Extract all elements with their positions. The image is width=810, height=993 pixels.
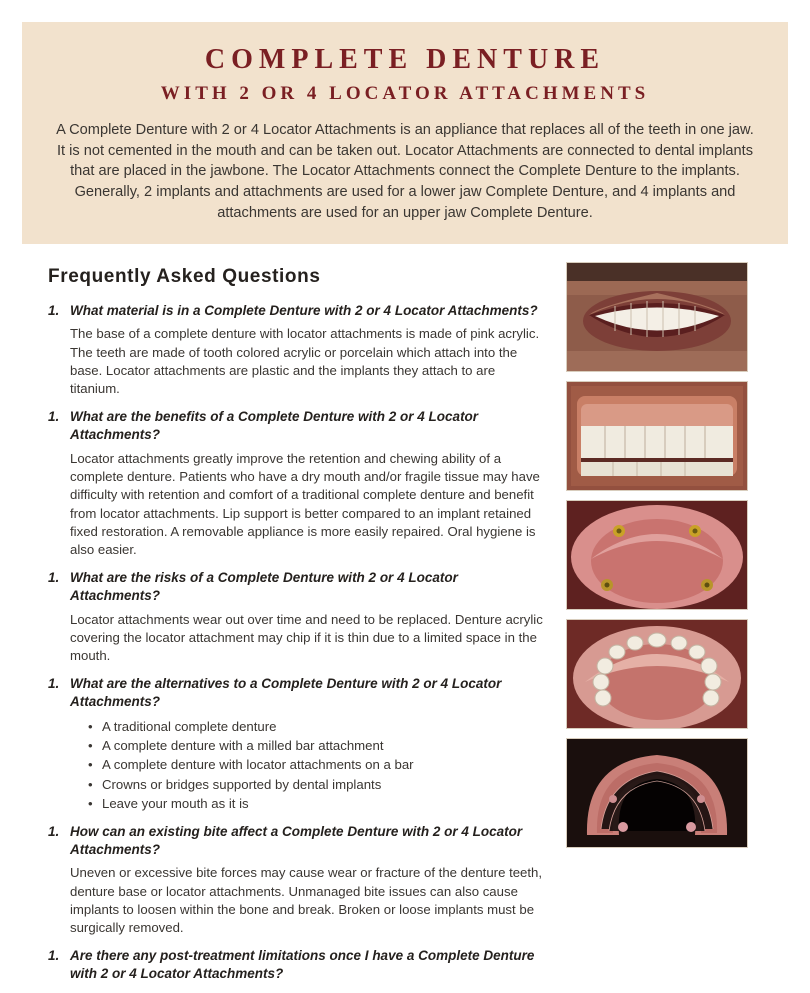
list-item: • A complete denture with locator attachments on a bar <box>70 755 548 774</box>
faq-number: 1. <box>48 570 60 586</box>
intro-paragraph: A Complete Denture with 2 or 4 Locator Attachments is an appliance that replaces all of the teeth in one jaw. It is not cemented in the mouth and can be taken out. Locator Attachments are connected to dental implants that are placed in the jawbone. The Locator Attachments connect the Complete Denture to the implants. Generally, 2 implants and attachments are used for a lower jaw Complete Denture, and 4 implants and attachments are used for an upper jaw Complete Denture. <box>56 121 754 221</box>
faq-number: 1. <box>48 302 60 318</box>
photo-denture-underside <box>566 738 748 848</box>
faq-question-row <box>48 823 548 859</box>
faq-question-row <box>48 947 548 983</box>
faq-answer: Uneven or excessive bite forces may cause wear or fracture of the denture teeth, denture base or locator attachments. Unmanaged bite issues can also cause implants to loosen within the bone and break. Broken or loose implants must be surgically removed. <box>70 865 543 936</box>
faq-question: What are the benefits of a Complete Denture with 2 or 4 Locator Attachments? <box>70 409 479 443</box>
list-item: • Leave your mouth as it is <box>70 794 548 813</box>
faq-number: 1. <box>48 676 60 692</box>
faq-question: What are the alternatives to a Complete Denture with 2 or 4 Locator Attachments? <box>70 676 502 710</box>
page-subtitle: WITH 2 OR 4 LOCATOR ATTACHMENTS <box>160 83 650 105</box>
page-title: COMPLETE DENTURE <box>204 44 606 75</box>
faq-item <box>48 675 548 812</box>
faq-item <box>48 947 548 983</box>
document-page <box>22 22 788 982</box>
list-item: • A complete denture with a milled bar attachment <box>70 736 548 755</box>
faq-item <box>48 408 548 559</box>
faq-question: How can an existing bite affect a Complete Denture with 2 or 4 Locator Attachments? <box>70 823 523 857</box>
faq-column <box>48 262 548 993</box>
faq-question-row <box>48 675 548 711</box>
faq-question: Are there any post-treatment limitations once I have a Complete Denture with 2 or 4 Locator Attachments? <box>70 948 535 982</box>
photo-denture-intaglio <box>566 619 748 729</box>
faq-answer: The base of a complete denture with locator attachments is made of pink acrylic. The teeth are made of tooth colored acrylic or porcelain which attach into the base. Locator attachments are plastic and the implants they attach to are titanium. <box>70 326 540 397</box>
header-band <box>22 22 788 244</box>
faq-question: What are the risks of a Complete Denture with 2 or 4 Locator Attachments? <box>70 570 458 604</box>
list-item: • Crowns or bridges supported by dental implants <box>70 775 548 794</box>
faq-answer-list <box>70 717 548 813</box>
faq-question-row <box>48 569 548 605</box>
faq-answer: Locator attachments wear out over time and need to be replaced. Denture acrylic covering the locator attachment may chip if it is thin due to a limited space in the mouth. <box>70 611 543 664</box>
photo-column <box>566 262 748 993</box>
faq-question-row <box>48 302 548 320</box>
body-area <box>22 244 788 993</box>
faq-heading: Frequently Asked Questions <box>48 265 321 287</box>
faq-question-row <box>48 408 548 444</box>
photo-smile-front <box>566 262 748 372</box>
faq-number: 1. <box>48 409 60 425</box>
photo-teeth-closeup <box>566 381 748 491</box>
faq-item <box>48 823 548 938</box>
faq-number: 1. <box>48 948 60 964</box>
faq-answer: Locator attachments greatly improve the retention and chewing ability of a complete denture. Patients who have a dry mouth and/or fragile tissue may have difficulty with retention and comfort of a traditional complete denture and benefit from locator attachments. Lip support is better compared to an implant retained fixed restoration. A removable appliance is more easily repaired. Oral hygiene is also easier. <box>70 450 540 557</box>
photo-upper-arch-implants <box>566 500 748 610</box>
faq-question: What material is in a Complete Denture with 2 or 4 Locator Attachments? <box>70 302 538 318</box>
faq-item <box>48 302 548 399</box>
faq-item <box>48 569 548 665</box>
list-item: • A traditional complete denture <box>70 717 548 736</box>
faq-number: 1. <box>48 823 60 839</box>
